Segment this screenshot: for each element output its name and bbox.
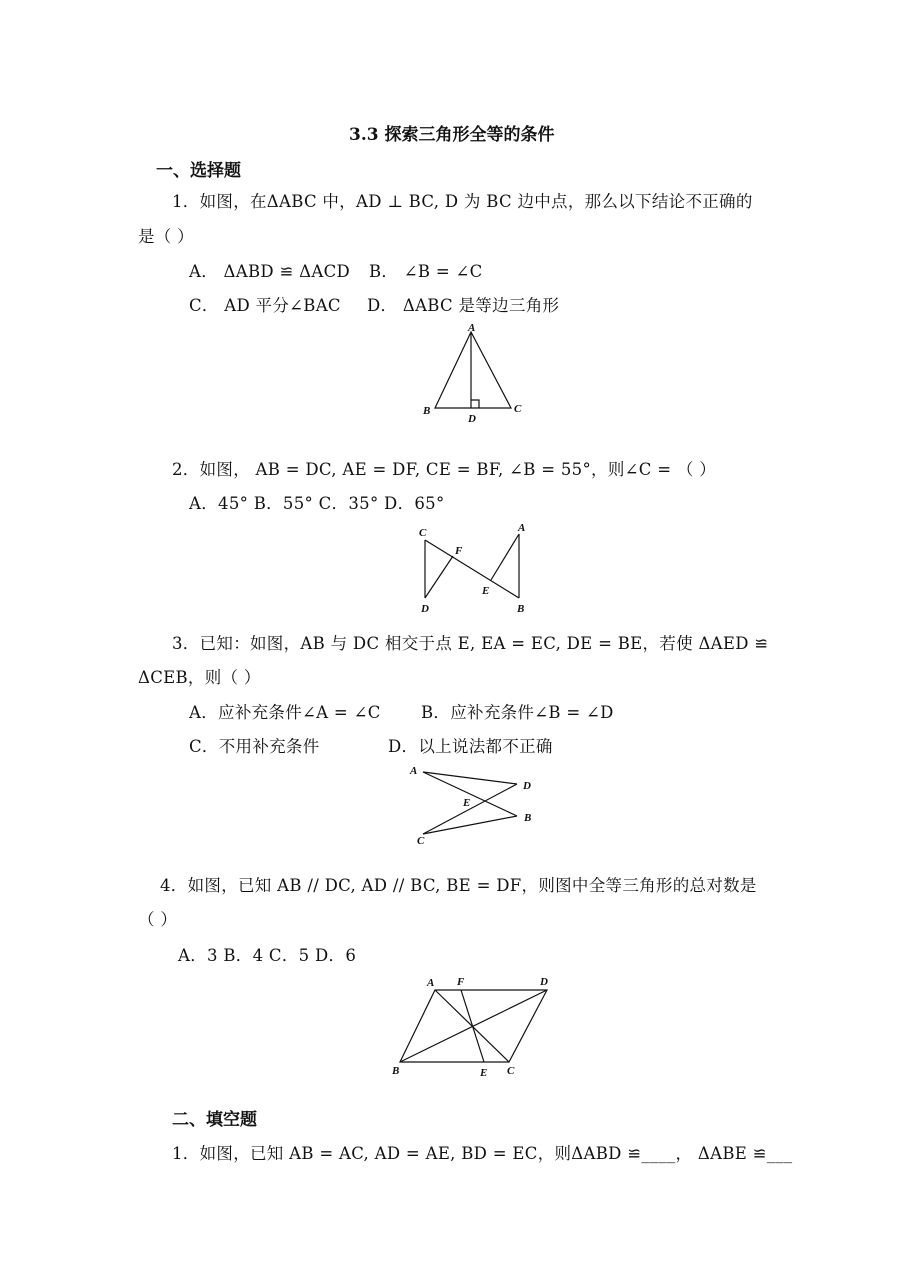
q4-diagonal-bd — [400, 990, 547, 1062]
q1-figure — [410, 318, 530, 428]
q1-option-d: D． ΔABC 是等边三角形 — [367, 296, 560, 315]
q4-segment-fe — [461, 990, 484, 1062]
q1-label-a: A — [468, 322, 476, 334]
q3-figure — [405, 760, 545, 848]
q2-label-d: D — [421, 603, 429, 615]
q4-options: A．3 B．4 C．5 D．6 — [178, 946, 357, 965]
q2-segment-cb — [425, 540, 519, 598]
q4-figure — [385, 968, 565, 1080]
q3-label-d: D — [523, 780, 531, 792]
q3-label-c: C — [417, 835, 425, 847]
q3-option-b: B．应补充条件∠B = ∠D — [421, 703, 614, 722]
q4-label-d: D — [540, 976, 548, 988]
q2-options: A．45° B．55° C．35° D．65° — [189, 494, 445, 513]
q2-label-f: F — [455, 545, 463, 557]
q1-stem-line1: 1．如图，在ΔABC 中，AD ⊥ BC, D 为 BC 边中点，那么以下结论不正确的 — [172, 192, 753, 211]
q1-right-angle-mark — [471, 400, 479, 408]
q3-stem-line2: ΔCEB，则（ ） — [138, 668, 261, 687]
q2-label-c: C — [419, 527, 427, 539]
q4-label-b: B — [392, 1065, 400, 1077]
q3-option-d: D．以上说法都不正确 — [388, 737, 553, 756]
q3-option-a: A．应补充条件∠A = ∠C — [189, 703, 381, 722]
q1-option-a: A． ΔABD ≌ ΔACD — [189, 262, 351, 281]
q2-label-b: B — [517, 603, 525, 615]
q1-stem-line2: 是（ ） — [138, 227, 194, 246]
q1-triangle-abc — [435, 332, 511, 408]
q3-label-b: B — [524, 812, 532, 824]
q4-label-e: E — [480, 1067, 488, 1079]
q3-label-e: E — [463, 797, 471, 809]
q4-stem-line1: 4．如图，已知 AB // DC, AD // BC, BE = DF，则图中全等三角形的总对数是 — [160, 876, 757, 895]
q1-label-b: B — [423, 405, 431, 417]
q3-option-c: C．不用补充条件 — [189, 737, 320, 756]
q2-segment-df — [425, 556, 453, 598]
q2-stem-line1: 2．如图， AB = DC, AE = DF, CE = BF, ∠B = 55°，则∠C = （ ） — [172, 460, 717, 479]
q3-segment-cb — [423, 816, 517, 834]
section-fill-heading: 二、填空题 — [172, 1110, 257, 1130]
q2-label-a: A — [518, 522, 526, 534]
section-choice-heading: 一、选择题 — [156, 161, 241, 181]
q1-option-c: C． AD 平分∠BAC — [189, 296, 341, 315]
q3-stem-line1: 3．已知：如图，AB 与 DC 相交于点 E, EA = EC, DE = BE，若使 ΔAED ≌ — [172, 634, 769, 653]
page-title: 3.3 探索三角形全等的条件 — [349, 125, 555, 145]
q4-label-f: F — [457, 976, 465, 988]
q4-label-c: C — [507, 1065, 515, 1077]
q2-label-e: E — [482, 585, 490, 597]
q2-figure — [410, 518, 535, 618]
f1-stem-line1: 1．如图，已知 AB = AC, AD = AE, BD = EC，则ΔABD ≌____， ΔABE ≌___ — [172, 1144, 793, 1163]
q2-segment-ae — [491, 534, 519, 580]
q4-label-a: A — [427, 977, 435, 989]
q1-option-b: B． ∠B = ∠C — [369, 262, 483, 281]
q4-stem-line2: （ ） — [138, 910, 178, 929]
q1-label-c: C — [514, 403, 522, 415]
q3-label-a: A — [410, 765, 418, 777]
q1-label-d: D — [468, 413, 476, 425]
